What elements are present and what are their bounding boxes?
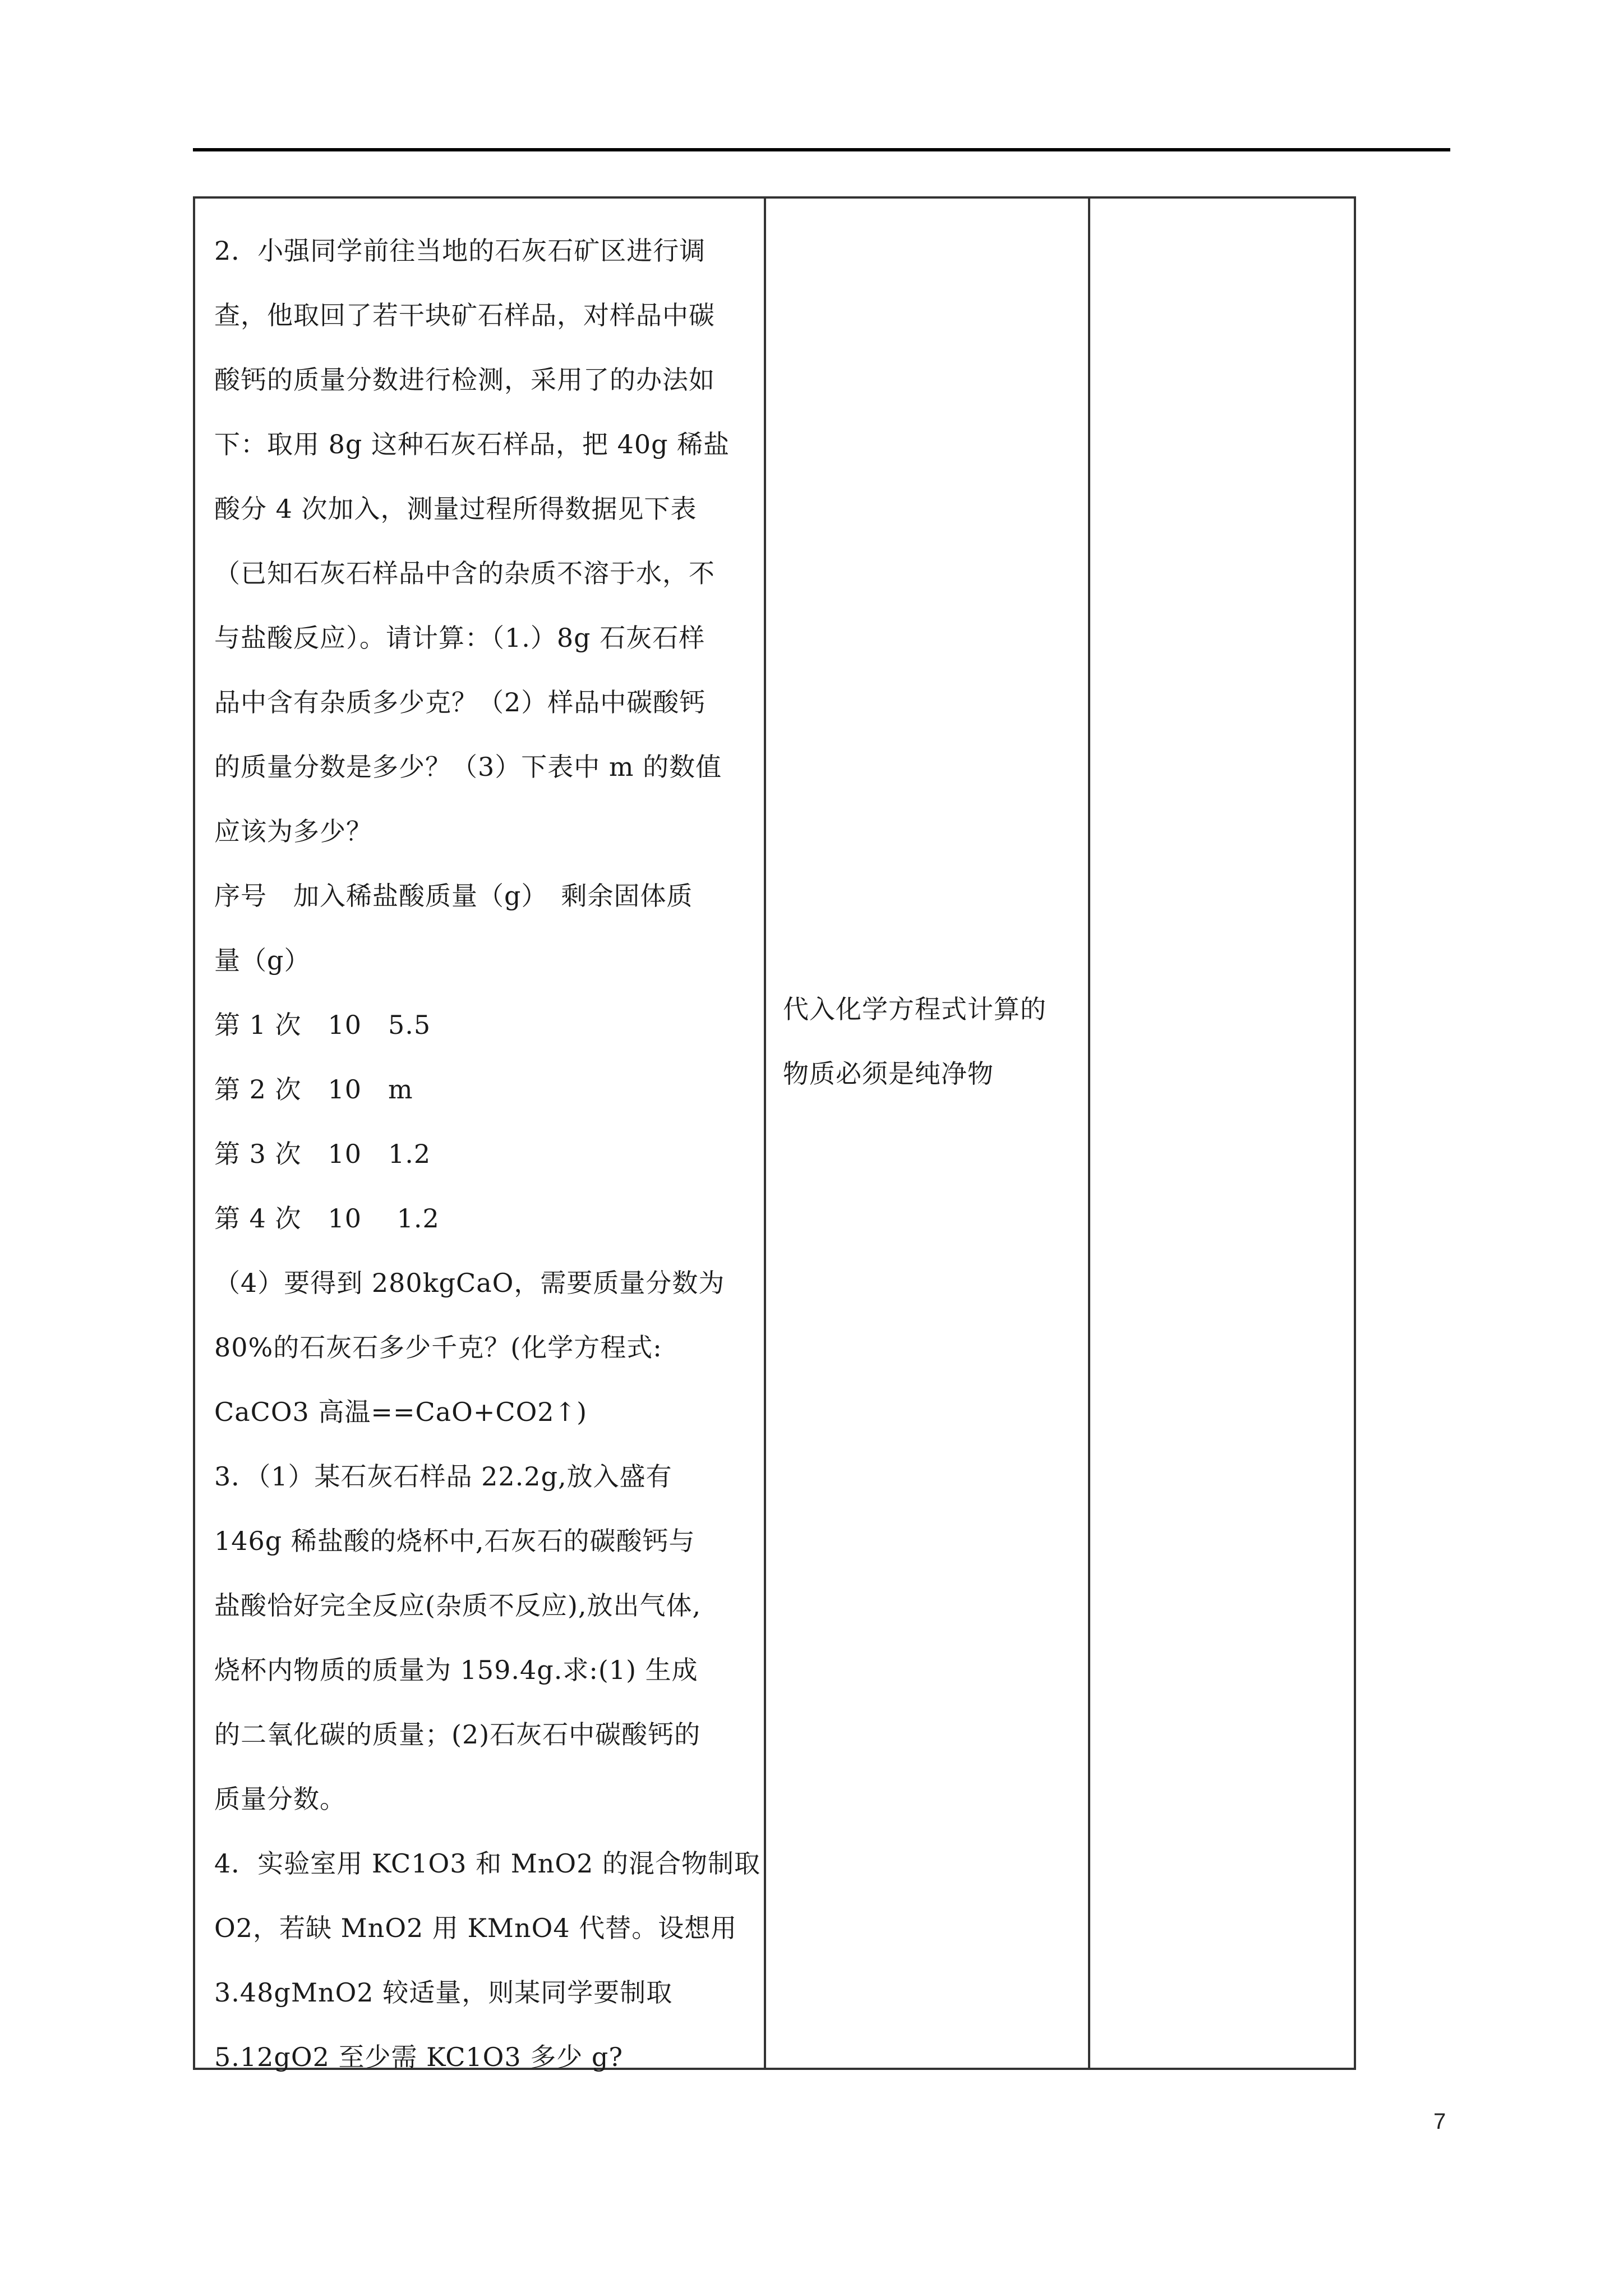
exercise-line: 质量分数。: [214, 1784, 346, 1814]
exercise-text: [214, 219, 761, 2090]
data-row-line: 第 2 次 10 m: [214, 1074, 413, 1105]
exercise-line: 5.12gO2 至少需 KC1O3 多少 g?: [214, 2042, 624, 2072]
exercise-column: [195, 199, 766, 2072]
exercise-line: 与盐酸反应）。请计算：（1.）8g 石灰石样: [214, 623, 706, 653]
exercise-line: 查，他取回了若干块矿石样品，对样品中碳: [214, 300, 715, 330]
exercise-line: 2．小强同学前往当地的石灰石矿区进行调: [214, 236, 706, 266]
exercise-line: 应该为多少？: [214, 816, 372, 846]
data-row-line: 第 1 次 10 5.5: [214, 1010, 431, 1040]
page-number: 7: [1433, 2109, 1446, 2134]
exercise-line: 的二氧化碳的质量；(2)石灰石中碳酸钙的: [214, 1719, 701, 1750]
data-row-line: 第 3 次 10 1.2: [214, 1139, 431, 1169]
exercise-line: （已知石灰石样品中含的杂质不溶于水，不: [214, 558, 715, 588]
note-column: [766, 199, 1090, 2068]
exercise-line: O2，若缺 MnO2 用 KMnO4 代替。设想用: [214, 1913, 737, 1943]
exercise-line: 烧杯内物质的质量为 159.4g.求:(1) 生成: [214, 1655, 698, 1685]
table-header-line: 序号 加入稀盐酸质量（g） 剩余固体质: [214, 881, 693, 911]
lesson-table: [193, 196, 1356, 2070]
exercise-line: 品中含有杂质多少克？（2）样品中碳酸钙: [214, 687, 706, 717]
exercise-line: 盐酸恰好完全反应(杂质不反应),放出气体,: [214, 1590, 702, 1621]
exercise-line: 酸分 4 次加入，测量过程所得数据见下表: [214, 494, 697, 524]
exercise-line: 146g 稀盐酸的烧杯中,石灰石的碳酸钙与: [214, 1526, 695, 1556]
empty-column: [1090, 199, 1354, 2068]
note-line: 物质必须是纯净物: [783, 1059, 994, 1089]
note-text: [783, 977, 1075, 1106]
header-rule: [193, 148, 1450, 151]
exercise-line: 酸钙的质量分数进行检测，采用了的办法如: [214, 365, 715, 395]
exercise-line: 3.48gMnO2 较适量，则某同学要制取: [214, 1977, 673, 2008]
equation-line: CaCO3 高温==CaO+CO2↑): [214, 1397, 588, 1427]
exercise-line: 4．实验室用 KC1O3 和 MnO2 的混合物制取: [214, 1848, 761, 1879]
exercise-line: 3．（1）某石灰石样品 22.2g,放入盛有: [214, 1461, 672, 1492]
data-row-line: 第 4 次 10 1.2: [214, 1203, 440, 1234]
exercise-line: （4）要得到 280kgCaO，需要质量分数为: [214, 1268, 725, 1298]
exercise-line: 下：取用 8g 这种石灰石样品，把 40g 稀盐: [214, 429, 730, 459]
exercise-line: 80%的石灰石多少千克？(化学方程式:: [214, 1332, 662, 1363]
exercise-line: 的质量分数是多少？（3）下表中 m 的数值: [214, 752, 722, 782]
table-header-line: 量（g）: [214, 945, 311, 976]
note-line: 代入化学方程式计算的: [783, 994, 1046, 1024]
